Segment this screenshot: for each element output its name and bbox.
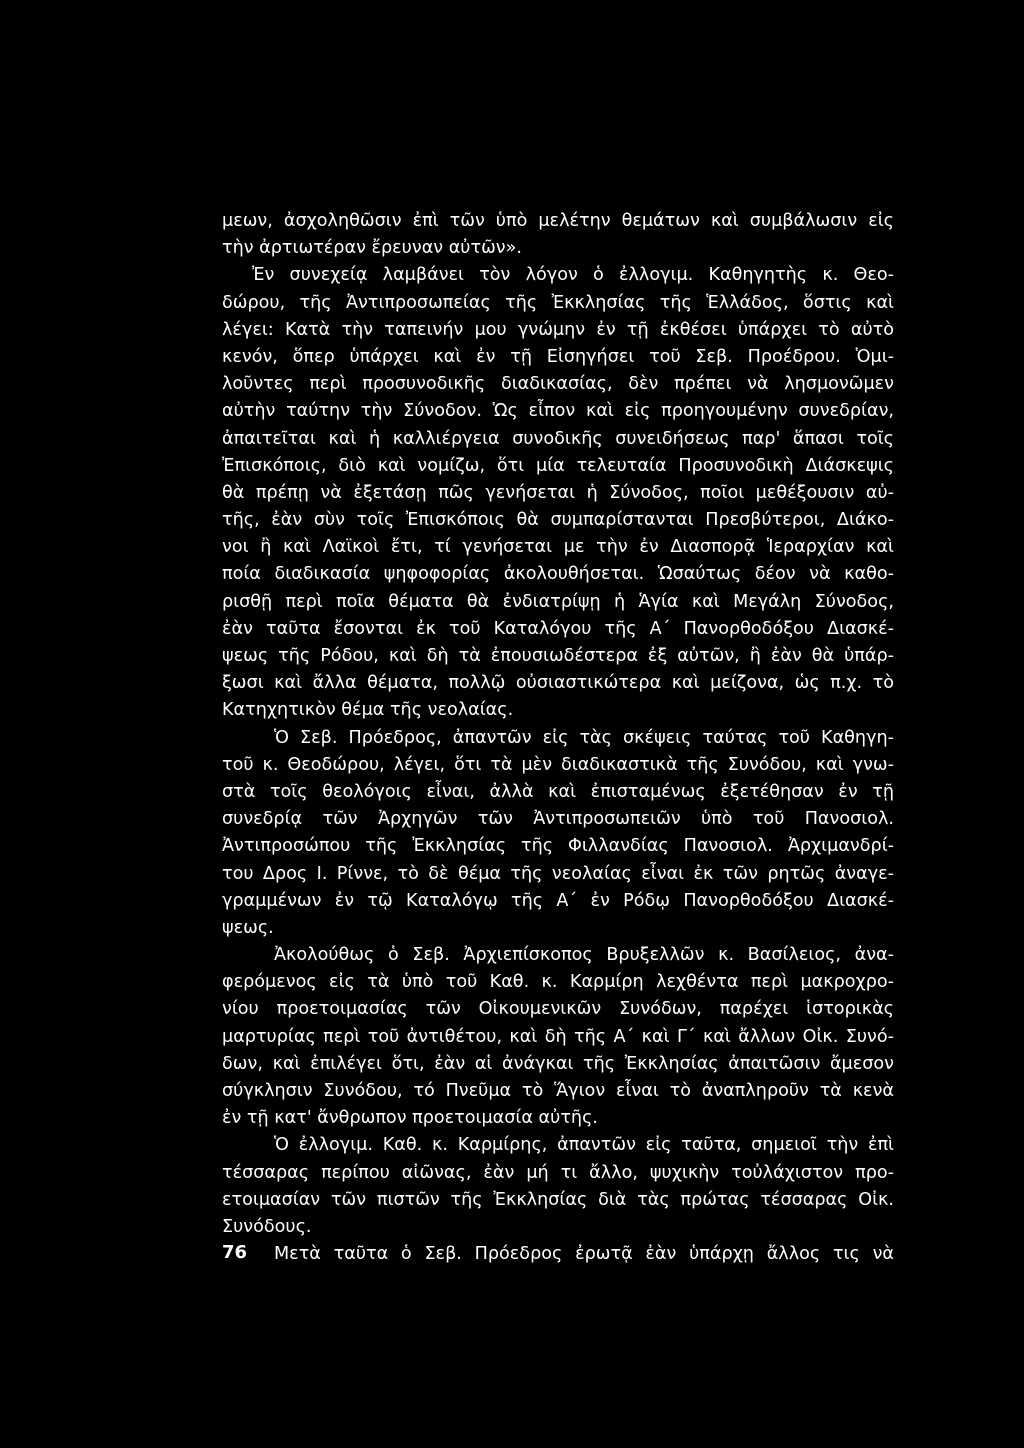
text-line: θὰ πρέπῃ νὰ ἐξετάσῃ πῶς γενήσεται ἡ Σύνοδος, ποῖοι μεθέξουσιν αὐ-: [222, 482, 894, 503]
text-line: λοῦντες περὶ προσυνοδικῆς διαδικασίας, δὲν πρέπει νὰ λησμονῶμεν: [222, 374, 894, 395]
text-line: ψεως.: [222, 917, 274, 938]
page-number: 76: [222, 1242, 248, 1263]
text-line: γραμμένων ἐν τῷ Καταλόγῳ τῆς Α΄ ἐν Ρόδῳ Πανορθοδόξου Διασκέ-: [222, 890, 894, 911]
body-text: [222, 208, 894, 1268]
text-line: ἀπαιτεῖται καὶ ἡ καλλιέργεια συνοδικῆς συνειδήσεως παρ' ἅπασι τοῖς: [222, 428, 894, 449]
text-line: ποία διαδικασία ψηφοφορίας ἀκολουθήσεται. Ὡσαύτως δέον νὰ καθο-: [222, 564, 894, 585]
text-line: τέσσαρας περίπου αἰῶνας, ἐὰν μή τι ἄλλο, ψυχικὴν τοὐλάχιστον προ-: [222, 1162, 894, 1183]
text-line: Κατηχητικὸν θέμα τῆς νεολαίας.: [222, 700, 514, 721]
text-line: Συνόδους.: [222, 1216, 312, 1237]
text-line: ψεως τῆς Ρόδου, καὶ δὴ τὰ ἐπουσιωδέστερα ἐξ αὐτῶν, ἢ ἐὰν θὰ ὑπάρ-: [222, 646, 894, 666]
text-line: τοῦ κ. Θεοδώρου, λέγει, ὅτι τὰ μὲν διαδικαστικὰ τῆς Συνόδου, καὶ γνω-: [222, 754, 894, 775]
text-line: στὰ τοῖς θεολόγοις εἶναι, ἀλλὰ καὶ ἐπισταμένως ἐξετέθησαν ἐν τῇ: [222, 781, 894, 802]
text-line: νοι ἢ καὶ Λαϊκοὶ ἔτι, τί γενήσεται με τὴν ἐν Διασπορᾷ Ἱεραρχίαν καὶ: [222, 537, 894, 558]
text-line: ξωσι καὶ ἄλλα θέματα, πολλῷ οὐσιαστικώτερα καὶ μείζονα, ὡς π.χ. τὸ: [222, 673, 894, 694]
text-line: του Δρος Ι. Ρίννε, τὸ δὲ θέμα τῆς νεολαίας εἶναι ἐκ τῶν ρητῶς ἀναγε-: [222, 863, 894, 884]
text-line: Μετὰ ταῦτα ὁ Σεβ. Πρόεδρος ἐρωτᾷ ἐὰν ὑπάρχῃ ἄλλος τις νὰ: [274, 1244, 894, 1265]
text-line: δώρου, τῆς Ἀντιπροσωπείας τῆς Ἐκκλησίας τῆς Ἑλλάδος, ὅστις καὶ: [222, 292, 894, 313]
text-line: Ἀντιπροσώπου τῆς Ἐκκλησίας τῆς Φιλλανδίας Πανοσιολ. Ἀρχιμανδρί-: [222, 836, 894, 857]
text-line: κενόν, ὅπερ ὑπάρχει καὶ ἐν τῇ Εἰσηγήσει τοῦ Σεβ. Προέδρου. Ὁμι-: [222, 346, 894, 367]
text-line: Ἐπισκόποις, διὸ καὶ νομίζω, ὅτι μία τελευταία Προσυνοδικὴ Διάσκεψις: [222, 455, 894, 476]
text-line: αὐτὴν ταύτην τὴν Σύνοδον. Ὡς εἶπον καὶ εἰς προηγουμένην συνεδρίαν,: [222, 401, 894, 422]
text-line: τὴν ἀρτιωτέραν ἔρευναν αὐτῶν».: [222, 238, 522, 259]
text-line: σύγκλησιν Συνόδου, τό Πνεῦμα τὸ Ἅγιον εἶναι τὸ ἀναπληροῦν τὰ κενὰ: [222, 1081, 894, 1101]
text-line: δων, καὶ ἐπιλέγει ὅτι, ἐὰν αἱ ἀνάγκαι τῆς Ἐκκλησίας ἀπαιτῶσιν ἄμεσον: [222, 1053, 894, 1074]
text-line: ετοιμασίαν τῶν πιστῶν τῆς Ἐκκλησίας διὰ τὰς πρώτας τέσσαρας Οἰκ.: [222, 1189, 894, 1210]
text-line: Ἀκολούθως ὁ Σεβ. Ἀρχιεπίσκοπος Βρυξελλῶν κ. Βασίλειος, ἀνα-: [274, 945, 894, 966]
text-line: μαρτυρίας περὶ τοῦ ἀντιθέτου, καὶ δὴ τῆς Α΄ καὶ Γ΄ καὶ ἄλλων Οἰκ. Συνό-: [222, 1026, 894, 1047]
text-line: ἐν τῇ κατ' ἄνθρωπον προετοιμασία αὐτῆς.: [222, 1108, 598, 1129]
text-line: τῆς, ἐὰν σὺν τοῖς Ἐπισκόποις θὰ συμπαρίστανται Πρεσβύτεροι, Διάκο-: [222, 510, 894, 531]
text-line: ρισθῇ περὶ ποῖα θέματα θὰ ἐνδιατρίψῃ ἡ Ἁγία καὶ Μεγάλη Σύνοδος,: [222, 591, 894, 612]
text-line: συνεδρίᾳ τῶν Ἀρχηγῶν τῶν Ἀντιπροσωπειῶν ὑπὸ τοῦ Πανοσιολ.: [222, 809, 894, 830]
text-line: νίου προετοιμασίας τῶν Οἰκουμενικῶν Συνόδων, παρέχει ἱστορικὰς: [222, 999, 894, 1020]
text-line: φερόμενος εἰς τὰ ὑπὸ τοῦ Καθ. κ. Καρμίρη λεχθέντα περὶ μακροχρο-: [222, 972, 894, 993]
text-line: Ὁ ἐλλογιμ. Καθ. κ. Καρμίρης, ἀπαντῶν εἰς ταῦτα, σημειοῖ τὴν ἐπὶ: [274, 1135, 894, 1156]
text-line: Ἐν συνεχείᾳ λαμβάνει τὸν λόγον ὁ ἐλλογιμ. Καθηγητὴς κ. Θεο-: [252, 265, 894, 286]
text-line: Ὁ Σεβ. Πρόεδρος, ἀπαντῶν εἰς τὰς σκέψεις ταύτας τοῦ Καθηγη-: [274, 727, 894, 748]
text-line: λέγει: Κατὰ τὴν ταπεινήν μου γνώμην ἐν τῇ ἐκθέσει ὑπάρχει τὸ αὐτὸ: [222, 319, 894, 340]
text-line: μεων, ἀσχοληθῶσιν ἐπὶ τῶν ὑπὸ μελέτην θεμάτων καὶ συμβάλωσιν εἰς: [222, 211, 894, 231]
text-line: ἐὰν ταῦτα ἔσονται ἐκ τοῦ Καταλόγου τῆς Α΄ Πανορθοδόξου Διασκέ-: [222, 618, 894, 639]
